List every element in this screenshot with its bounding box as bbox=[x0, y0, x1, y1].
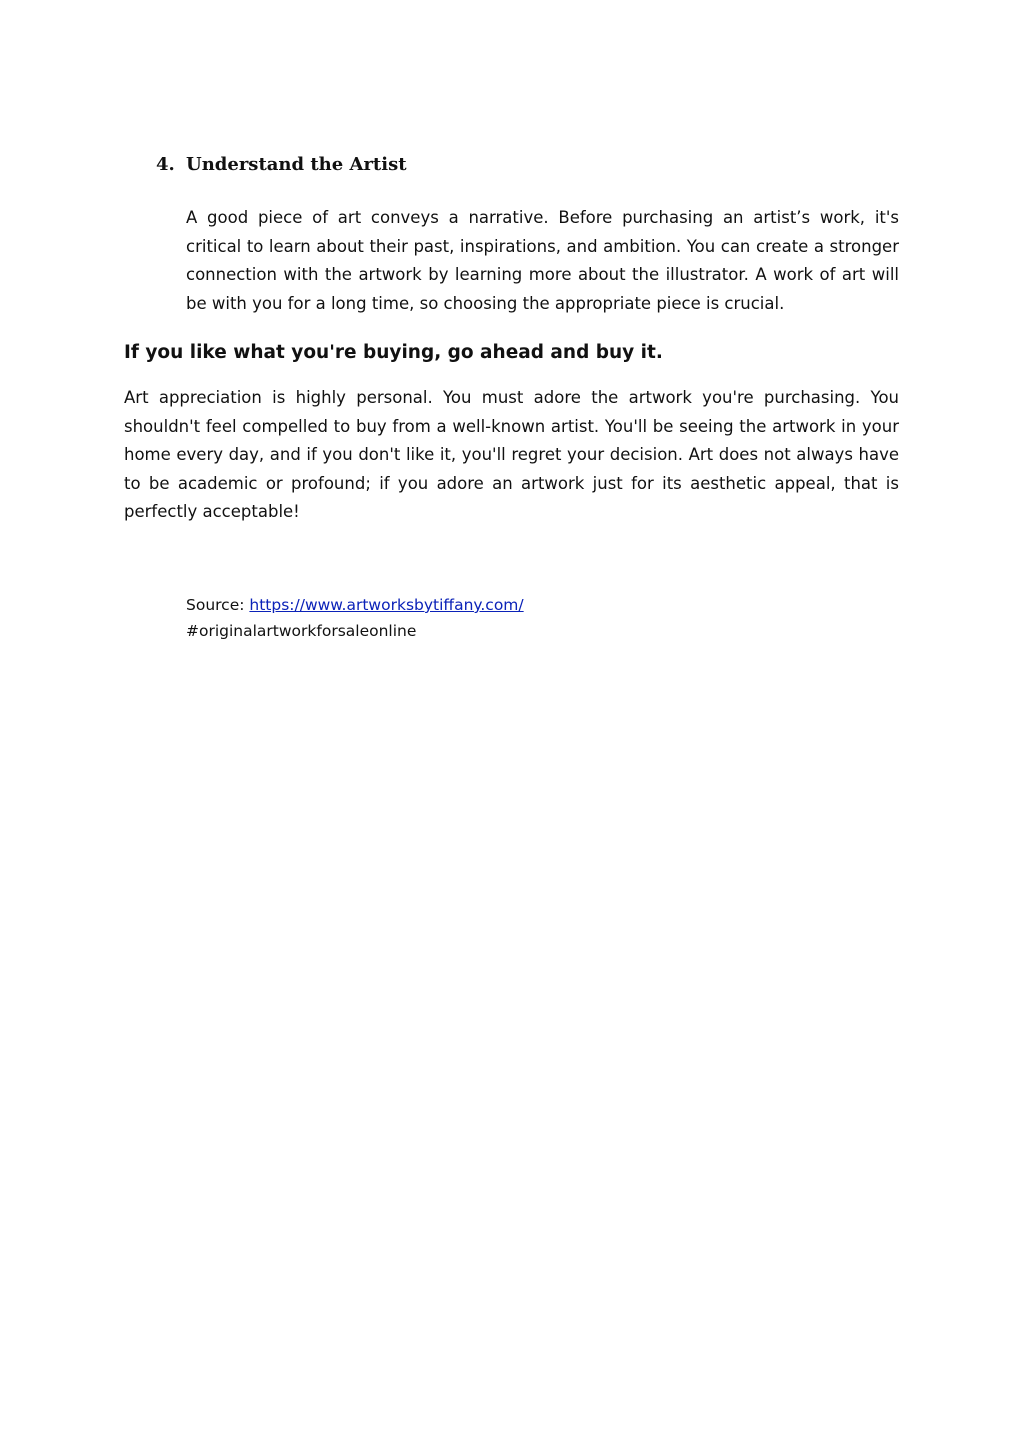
section-heading bbox=[156, 152, 856, 178]
subsection-paragraph: Art appreciation is highly personal. You must adore the artwork you're purchasing. You shouldn't feel compelled to buy from a well-known artist. You'll be seeing the artwork in your home every day, and if you don't like it, you'll regret your decision. Art does not always have to be academic or profound; if you adore an artwork just for its aesthetic appeal, that is perfectly acceptable! bbox=[124, 388, 899, 521]
section-number: 4. bbox=[156, 154, 175, 175]
section-title: Understand the Artist bbox=[186, 154, 407, 175]
source-link[interactable]: https://www.artworksbytiffany.com/ bbox=[249, 596, 524, 614]
section-paragraph: A good piece of art conveys a narrative. Before purchasing an artist’s work, it's critical to learn about their past, inspirations, and ambition. You can create a stronger connection with the artwork by learning more about the illustrator. A work of art will be with you for a long time, so choosing the appropriate piece is crucial. bbox=[186, 208, 899, 313]
source-line bbox=[186, 592, 886, 618]
subsection-heading: If you like what you're buying, go ahead and buy it. bbox=[124, 342, 663, 363]
source-block bbox=[186, 592, 886, 644]
hashtag: #originalartworkforsaleonline bbox=[186, 622, 417, 640]
source-label: Source: bbox=[186, 596, 250, 614]
